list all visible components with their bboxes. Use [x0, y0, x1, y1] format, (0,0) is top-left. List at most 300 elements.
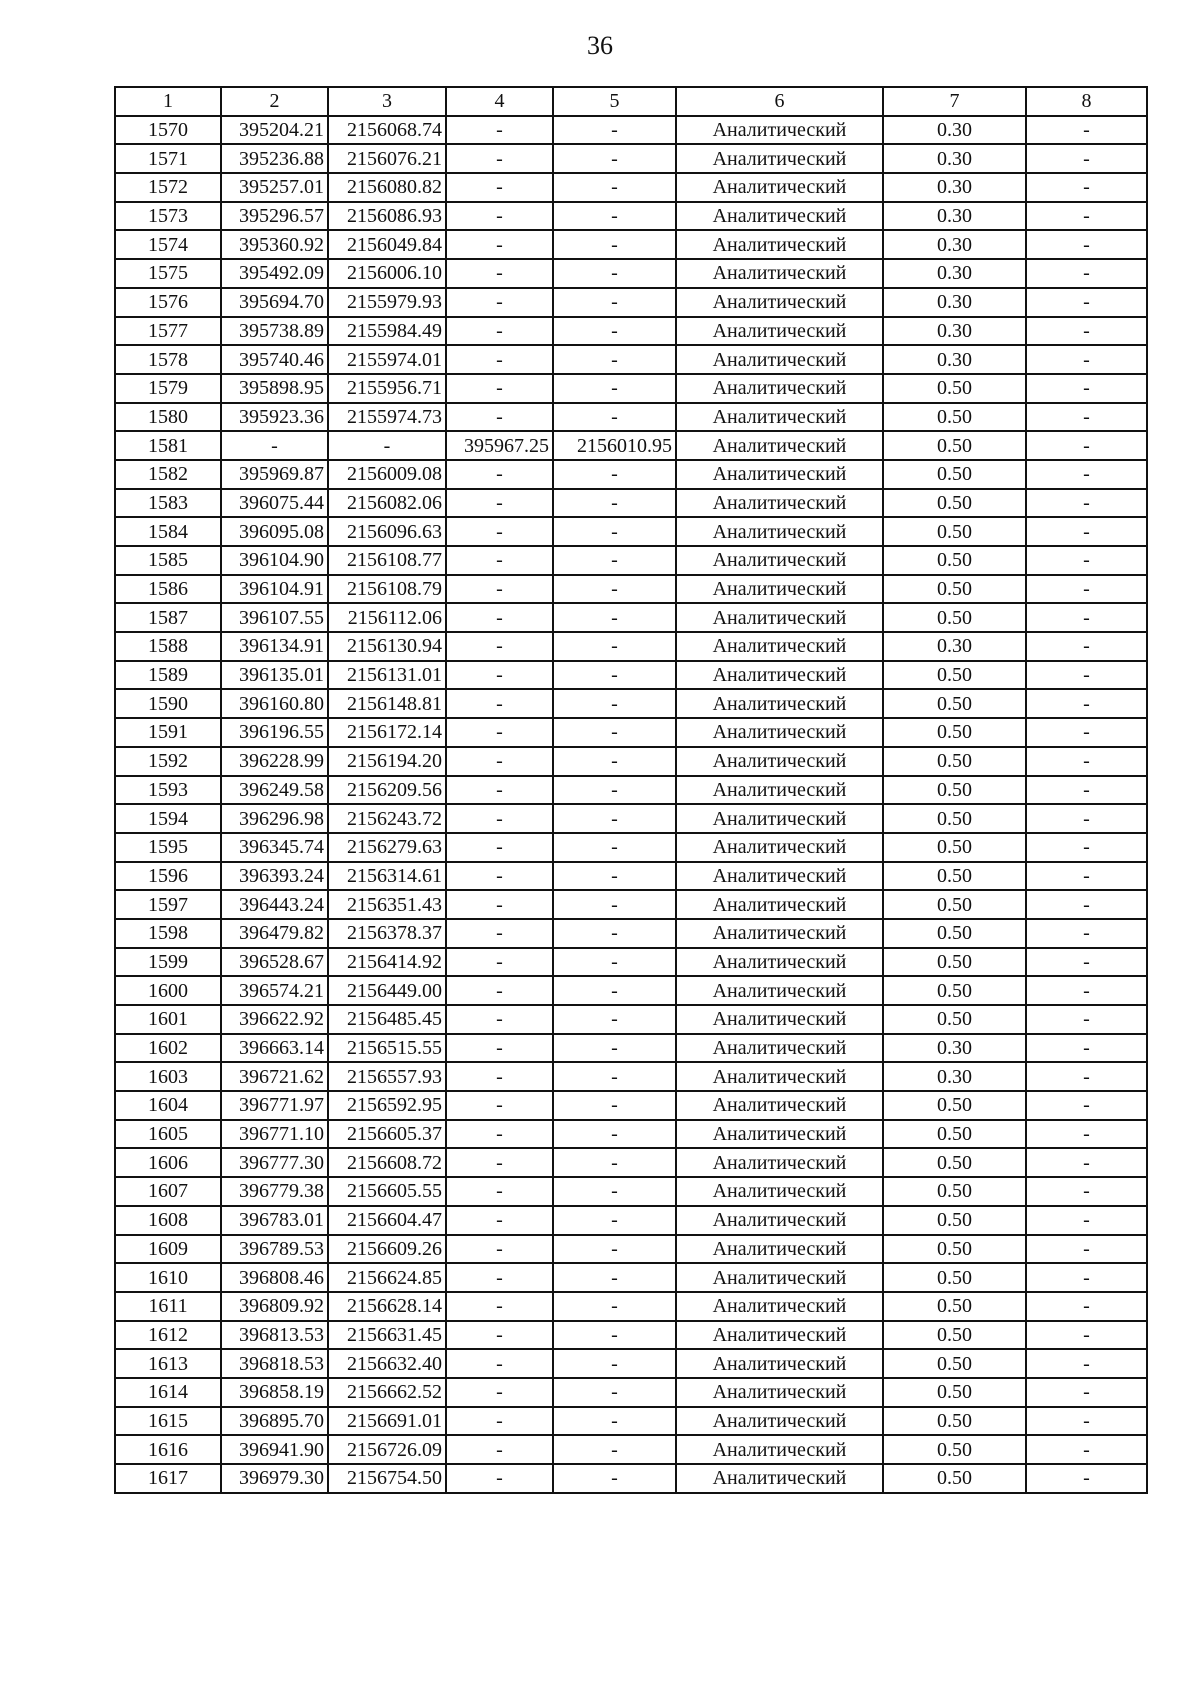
cell-accuracy: 0.50 — [883, 374, 1026, 403]
cell-y-coordinate: 2156131.01 — [328, 661, 446, 690]
table-row — [115, 288, 1147, 317]
cell-accuracy: 0.50 — [883, 1292, 1026, 1321]
cell-method: Аналитический — [676, 202, 883, 231]
cell-point-number: 1589 — [115, 661, 221, 690]
table-row — [115, 862, 1147, 891]
cell-x-coordinate-alt: - — [446, 632, 553, 661]
cell-accuracy: 0.50 — [883, 1321, 1026, 1350]
cell-x-coordinate-alt: - — [446, 776, 553, 805]
cell-y-coordinate-alt: - — [553, 374, 676, 403]
cell-y-coordinate: 2156009.08 — [328, 460, 446, 489]
cell-point-number: 1598 — [115, 919, 221, 948]
cell-method: Аналитический — [676, 1005, 883, 1034]
cell-point-number: 1605 — [115, 1120, 221, 1149]
cell-x-coordinate-alt: - — [446, 718, 553, 747]
table-row — [115, 804, 1147, 833]
cell-y-coordinate: 2156605.55 — [328, 1177, 446, 1206]
table-row — [115, 1206, 1147, 1235]
cell-note: - — [1026, 1235, 1147, 1264]
cell-accuracy: 0.50 — [883, 718, 1026, 747]
table-row — [115, 948, 1147, 977]
cell-note: - — [1026, 431, 1147, 460]
cell-x-coordinate-alt: - — [446, 1407, 553, 1436]
cell-x-coordinate-alt: - — [446, 1321, 553, 1350]
cell-y-coordinate: 2156243.72 — [328, 804, 446, 833]
cell-x-coordinate-alt: - — [446, 1005, 553, 1034]
table-row — [115, 1062, 1147, 1091]
cell-point-number: 1600 — [115, 976, 221, 1005]
cell-method: Аналитический — [676, 1464, 883, 1493]
cell-accuracy: 0.50 — [883, 403, 1026, 432]
cell-y-coordinate-alt: - — [553, 345, 676, 374]
column-header-8: 8 — [1026, 87, 1147, 116]
cell-x-coordinate: 396296.98 — [221, 804, 328, 833]
table-row — [115, 1349, 1147, 1378]
cell-point-number: 1596 — [115, 862, 221, 891]
cell-note: - — [1026, 1378, 1147, 1407]
cell-point-number: 1608 — [115, 1206, 221, 1235]
table-row — [115, 747, 1147, 776]
cell-x-coordinate: 396813.53 — [221, 1321, 328, 1350]
cell-note: - — [1026, 1321, 1147, 1350]
cell-note: - — [1026, 345, 1147, 374]
cell-x-coordinate-alt: - — [446, 1206, 553, 1235]
cell-y-coordinate: 2155979.93 — [328, 288, 446, 317]
cell-y-coordinate: 2156314.61 — [328, 862, 446, 891]
cell-x-coordinate-alt: 395967.25 — [446, 431, 553, 460]
coordinates-table — [114, 86, 1148, 1494]
cell-x-coordinate: 395738.89 — [221, 317, 328, 346]
cell-x-coordinate-alt: - — [446, 517, 553, 546]
cell-point-number: 1606 — [115, 1148, 221, 1177]
cell-note: - — [1026, 1435, 1147, 1464]
cell-y-coordinate-alt: - — [553, 632, 676, 661]
cell-point-number: 1571 — [115, 144, 221, 173]
cell-y-coordinate-alt: - — [553, 919, 676, 948]
cell-y-coordinate: 2156604.47 — [328, 1206, 446, 1235]
cell-y-coordinate-alt: - — [553, 1263, 676, 1292]
cell-method: Аналитический — [676, 575, 883, 604]
cell-x-coordinate: 396771.97 — [221, 1091, 328, 1120]
cell-point-number: 1586 — [115, 575, 221, 604]
cell-x-coordinate-alt: - — [446, 1148, 553, 1177]
cell-x-coordinate: 396783.01 — [221, 1206, 328, 1235]
table-row — [115, 460, 1147, 489]
cell-accuracy: 0.50 — [883, 460, 1026, 489]
cell-x-coordinate-alt: - — [446, 976, 553, 1005]
cell-y-coordinate: 2156080.82 — [328, 173, 446, 202]
cell-method: Аналитический — [676, 173, 883, 202]
cell-y-coordinate-alt: - — [553, 575, 676, 604]
cell-point-number: 1570 — [115, 116, 221, 145]
cell-y-coordinate: 2156049.84 — [328, 230, 446, 259]
cell-point-number: 1584 — [115, 517, 221, 546]
cell-note: - — [1026, 460, 1147, 489]
cell-y-coordinate-alt: - — [553, 747, 676, 776]
cell-y-coordinate: 2156754.50 — [328, 1464, 446, 1493]
cell-y-coordinate-alt: - — [553, 1349, 676, 1378]
cell-x-coordinate: 395694.70 — [221, 288, 328, 317]
table-row — [115, 1120, 1147, 1149]
cell-x-coordinate-alt: - — [446, 890, 553, 919]
cell-x-coordinate-alt: - — [446, 374, 553, 403]
cell-y-coordinate-alt: - — [553, 1005, 676, 1034]
cell-point-number: 1617 — [115, 1464, 221, 1493]
cell-y-coordinate: 2156082.06 — [328, 489, 446, 518]
column-header-4: 4 — [446, 87, 553, 116]
cell-y-coordinate: 2156194.20 — [328, 747, 446, 776]
cell-y-coordinate: 2156414.92 — [328, 948, 446, 977]
cell-method: Аналитический — [676, 517, 883, 546]
cell-method: Аналитический — [676, 948, 883, 977]
cell-x-coordinate: 396808.46 — [221, 1263, 328, 1292]
cell-y-coordinate: 2156624.85 — [328, 1263, 446, 1292]
table-row — [115, 489, 1147, 518]
cell-note: - — [1026, 776, 1147, 805]
table-row — [115, 689, 1147, 718]
cell-x-coordinate: 396979.30 — [221, 1464, 328, 1493]
cell-x-coordinate: 395969.87 — [221, 460, 328, 489]
cell-note: - — [1026, 833, 1147, 862]
cell-point-number: 1616 — [115, 1435, 221, 1464]
cell-method: Аналитический — [676, 1407, 883, 1436]
cell-y-coordinate: 2155984.49 — [328, 317, 446, 346]
cell-y-coordinate: 2156006.10 — [328, 259, 446, 288]
cell-method: Аналитический — [676, 1034, 883, 1063]
cell-note: - — [1026, 116, 1147, 145]
cell-x-coordinate-alt: - — [446, 403, 553, 432]
cell-x-coordinate: 395296.57 — [221, 202, 328, 231]
cell-method: Аналитический — [676, 230, 883, 259]
cell-point-number: 1615 — [115, 1407, 221, 1436]
table-row — [115, 345, 1147, 374]
cell-y-coordinate-alt: - — [553, 718, 676, 747]
cell-x-coordinate-alt: - — [446, 1120, 553, 1149]
cell-y-coordinate-alt: - — [553, 776, 676, 805]
cell-y-coordinate: 2156691.01 — [328, 1407, 446, 1436]
cell-y-coordinate: 2156108.77 — [328, 546, 446, 575]
table-row — [115, 632, 1147, 661]
table-row — [115, 230, 1147, 259]
cell-x-coordinate-alt: - — [446, 202, 553, 231]
cell-point-number: 1587 — [115, 603, 221, 632]
cell-x-coordinate: 396135.01 — [221, 661, 328, 690]
cell-y-coordinate-alt: - — [553, 1091, 676, 1120]
cell-accuracy: 0.50 — [883, 862, 1026, 891]
cell-method: Аналитический — [676, 833, 883, 862]
cell-note: - — [1026, 317, 1147, 346]
cell-accuracy: 0.50 — [883, 517, 1026, 546]
cell-x-coordinate-alt: - — [446, 747, 553, 776]
cell-point-number: 1595 — [115, 833, 221, 862]
cell-method: Аналитический — [676, 489, 883, 518]
cell-accuracy: 0.50 — [883, 919, 1026, 948]
cell-point-number: 1607 — [115, 1177, 221, 1206]
cell-x-coordinate: 396443.24 — [221, 890, 328, 919]
cell-method: Аналитический — [676, 1091, 883, 1120]
cell-x-coordinate: 395898.95 — [221, 374, 328, 403]
table-row — [115, 1378, 1147, 1407]
cell-method: Аналитический — [676, 144, 883, 173]
cell-note: - — [1026, 489, 1147, 518]
cell-note: - — [1026, 1464, 1147, 1493]
cell-note: - — [1026, 919, 1147, 948]
cell-accuracy: 0.50 — [883, 776, 1026, 805]
cell-point-number: 1578 — [115, 345, 221, 374]
cell-accuracy: 0.50 — [883, 948, 1026, 977]
cell-note: - — [1026, 517, 1147, 546]
cell-method: Аналитический — [676, 431, 883, 460]
cell-y-coordinate-alt: - — [553, 460, 676, 489]
cell-point-number: 1574 — [115, 230, 221, 259]
table-row — [115, 403, 1147, 432]
cell-point-number: 1582 — [115, 460, 221, 489]
cell-point-number: 1580 — [115, 403, 221, 432]
cell-method: Аналитический — [676, 976, 883, 1005]
cell-point-number: 1573 — [115, 202, 221, 231]
table-row — [115, 1177, 1147, 1206]
cell-accuracy: 0.30 — [883, 144, 1026, 173]
cell-note: - — [1026, 862, 1147, 891]
cell-note: - — [1026, 948, 1147, 977]
cell-x-coordinate: 396721.62 — [221, 1062, 328, 1091]
cell-x-coordinate-alt: - — [446, 575, 553, 604]
cell-x-coordinate: 396789.53 — [221, 1235, 328, 1264]
cell-x-coordinate-alt: - — [446, 173, 553, 202]
cell-y-coordinate: 2156608.72 — [328, 1148, 446, 1177]
cell-y-coordinate-alt: - — [553, 1292, 676, 1321]
cell-method: Аналитический — [676, 1120, 883, 1149]
cell-y-coordinate-alt: - — [553, 1235, 676, 1264]
cell-x-coordinate: 396095.08 — [221, 517, 328, 546]
cell-y-coordinate: 2156632.40 — [328, 1349, 446, 1378]
cell-y-coordinate: 2156662.52 — [328, 1378, 446, 1407]
cell-point-number: 1594 — [115, 804, 221, 833]
cell-x-coordinate: 396858.19 — [221, 1378, 328, 1407]
cell-x-coordinate-alt: - — [446, 489, 553, 518]
cell-note: - — [1026, 976, 1147, 1005]
table-row — [115, 976, 1147, 1005]
cell-y-coordinate-alt: - — [553, 230, 676, 259]
cell-point-number: 1597 — [115, 890, 221, 919]
cell-x-coordinate: 395257.01 — [221, 173, 328, 202]
cell-x-coordinate-alt: - — [446, 1062, 553, 1091]
cell-x-coordinate: 396622.92 — [221, 1005, 328, 1034]
cell-x-coordinate: 396771.10 — [221, 1120, 328, 1149]
cell-accuracy: 0.50 — [883, 1235, 1026, 1264]
table-row — [115, 1034, 1147, 1063]
cell-method: Аналитический — [676, 776, 883, 805]
cell-point-number: 1576 — [115, 288, 221, 317]
table-row — [115, 144, 1147, 173]
cell-y-coordinate: 2156449.00 — [328, 976, 446, 1005]
cell-note: - — [1026, 1292, 1147, 1321]
cell-x-coordinate-alt: - — [446, 804, 553, 833]
cell-note: - — [1026, 1407, 1147, 1436]
table-row — [115, 575, 1147, 604]
table-row — [115, 202, 1147, 231]
cell-note: - — [1026, 747, 1147, 776]
cell-note: - — [1026, 1148, 1147, 1177]
cell-note: - — [1026, 689, 1147, 718]
cell-point-number: 1590 — [115, 689, 221, 718]
cell-x-coordinate: 396104.90 — [221, 546, 328, 575]
table-row — [115, 1148, 1147, 1177]
cell-method: Аналитический — [676, 1292, 883, 1321]
cell-x-coordinate-alt: - — [446, 603, 553, 632]
cell-method: Аналитический — [676, 632, 883, 661]
cell-x-coordinate-alt: - — [446, 1378, 553, 1407]
cell-x-coordinate-alt: - — [446, 1263, 553, 1292]
table-row — [115, 603, 1147, 632]
cell-point-number: 1609 — [115, 1235, 221, 1264]
cell-method: Аналитический — [676, 460, 883, 489]
cell-y-coordinate-alt: - — [553, 661, 676, 690]
cell-y-coordinate: 2156515.55 — [328, 1034, 446, 1063]
cell-x-coordinate: 395923.36 — [221, 403, 328, 432]
cell-accuracy: 0.50 — [883, 747, 1026, 776]
cell-point-number: 1612 — [115, 1321, 221, 1350]
cell-y-coordinate-alt: - — [553, 833, 676, 862]
cell-accuracy: 0.30 — [883, 230, 1026, 259]
cell-method: Аналитический — [676, 345, 883, 374]
cell-x-coordinate: 395492.09 — [221, 259, 328, 288]
table-row — [115, 517, 1147, 546]
cell-y-coordinate-alt: - — [553, 862, 676, 891]
cell-y-coordinate: 2156605.37 — [328, 1120, 446, 1149]
table-row — [115, 317, 1147, 346]
cell-method: Аналитический — [676, 1349, 883, 1378]
cell-y-coordinate-alt: - — [553, 517, 676, 546]
cell-point-number: 1613 — [115, 1349, 221, 1378]
cell-accuracy: 0.30 — [883, 1034, 1026, 1063]
cell-x-coordinate-alt: - — [446, 919, 553, 948]
cell-accuracy: 0.30 — [883, 632, 1026, 661]
cell-x-coordinate: 396393.24 — [221, 862, 328, 891]
cell-y-coordinate-alt: - — [553, 144, 676, 173]
cell-y-coordinate: 2156172.14 — [328, 718, 446, 747]
cell-y-coordinate-alt: - — [553, 317, 676, 346]
cell-note: - — [1026, 144, 1147, 173]
cell-y-coordinate: 2156609.26 — [328, 1235, 446, 1264]
cell-x-coordinate: 396249.58 — [221, 776, 328, 805]
cell-x-coordinate: 395740.46 — [221, 345, 328, 374]
table-row — [115, 546, 1147, 575]
cell-method: Аналитический — [676, 1378, 883, 1407]
column-header-2: 2 — [221, 87, 328, 116]
cell-x-coordinate: 396528.67 — [221, 948, 328, 977]
cell-method: Аналитический — [676, 919, 883, 948]
cell-y-coordinate: 2156351.43 — [328, 890, 446, 919]
column-header-5: 5 — [553, 87, 676, 116]
cell-accuracy: 0.50 — [883, 1120, 1026, 1149]
cell-note: - — [1026, 374, 1147, 403]
cell-x-coordinate: 396941.90 — [221, 1435, 328, 1464]
cell-x-coordinate: 395204.21 — [221, 116, 328, 145]
cell-note: - — [1026, 173, 1147, 202]
cell-method: Аналитический — [676, 403, 883, 432]
cell-x-coordinate: 396895.70 — [221, 1407, 328, 1436]
cell-x-coordinate: 396107.55 — [221, 603, 328, 632]
table-row — [115, 1407, 1147, 1436]
table-row — [115, 718, 1147, 747]
cell-x-coordinate: 396818.53 — [221, 1349, 328, 1378]
cell-y-coordinate: 2155974.73 — [328, 403, 446, 432]
cell-point-number: 1602 — [115, 1034, 221, 1063]
cell-y-coordinate: 2156108.79 — [328, 575, 446, 604]
cell-note: - — [1026, 1091, 1147, 1120]
cell-x-coordinate: 395236.88 — [221, 144, 328, 173]
cell-note: - — [1026, 804, 1147, 833]
table-row — [115, 1321, 1147, 1350]
cell-note: - — [1026, 230, 1147, 259]
cell-accuracy: 0.50 — [883, 661, 1026, 690]
cell-y-coordinate-alt: 2156010.95 — [553, 431, 676, 460]
table-row — [115, 1435, 1147, 1464]
cell-point-number: 1611 — [115, 1292, 221, 1321]
cell-y-coordinate-alt: - — [553, 689, 676, 718]
cell-method: Аналитический — [676, 1206, 883, 1235]
cell-method: Аналитический — [676, 862, 883, 891]
cell-method: Аналитический — [676, 1435, 883, 1464]
cell-note: - — [1026, 575, 1147, 604]
cell-y-coordinate-alt: - — [553, 976, 676, 1005]
cell-x-coordinate-alt: - — [446, 259, 553, 288]
cell-x-coordinate: - — [221, 431, 328, 460]
cell-y-coordinate-alt: - — [553, 1407, 676, 1436]
cell-method: Аналитический — [676, 689, 883, 718]
cell-y-coordinate-alt: - — [553, 1148, 676, 1177]
cell-x-coordinate-alt: - — [446, 1292, 553, 1321]
cell-point-number: 1591 — [115, 718, 221, 747]
cell-point-number: 1577 — [115, 317, 221, 346]
cell-note: - — [1026, 1206, 1147, 1235]
cell-x-coordinate: 395360.92 — [221, 230, 328, 259]
table-row — [115, 1091, 1147, 1120]
cell-x-coordinate: 396196.55 — [221, 718, 328, 747]
cell-accuracy: 0.50 — [883, 1005, 1026, 1034]
cell-x-coordinate: 396345.74 — [221, 833, 328, 862]
cell-x-coordinate: 396160.80 — [221, 689, 328, 718]
cell-y-coordinate-alt: - — [553, 1034, 676, 1063]
cell-note: - — [1026, 1062, 1147, 1091]
table-row — [115, 776, 1147, 805]
cell-y-coordinate-alt: - — [553, 546, 676, 575]
table-row — [115, 1263, 1147, 1292]
cell-accuracy: 0.50 — [883, 804, 1026, 833]
cell-y-coordinate: 2156485.45 — [328, 1005, 446, 1034]
cell-note: - — [1026, 259, 1147, 288]
cell-point-number: 1575 — [115, 259, 221, 288]
cell-method: Аналитический — [676, 1148, 883, 1177]
cell-y-coordinate: 2156209.56 — [328, 776, 446, 805]
cell-y-coordinate-alt: - — [553, 1435, 676, 1464]
cell-accuracy: 0.50 — [883, 1349, 1026, 1378]
cell-y-coordinate-alt: - — [553, 288, 676, 317]
cell-y-coordinate: 2156148.81 — [328, 689, 446, 718]
cell-accuracy: 0.30 — [883, 202, 1026, 231]
cell-y-coordinate: 2156076.21 — [328, 144, 446, 173]
cell-y-coordinate: 2156628.14 — [328, 1292, 446, 1321]
cell-method: Аналитический — [676, 546, 883, 575]
cell-y-coordinate-alt: - — [553, 489, 676, 518]
table-row — [115, 1235, 1147, 1264]
cell-x-coordinate-alt: - — [446, 546, 553, 575]
table-row — [115, 1005, 1147, 1034]
table-row — [115, 173, 1147, 202]
cell-y-coordinate-alt: - — [553, 603, 676, 632]
cell-accuracy: 0.30 — [883, 317, 1026, 346]
